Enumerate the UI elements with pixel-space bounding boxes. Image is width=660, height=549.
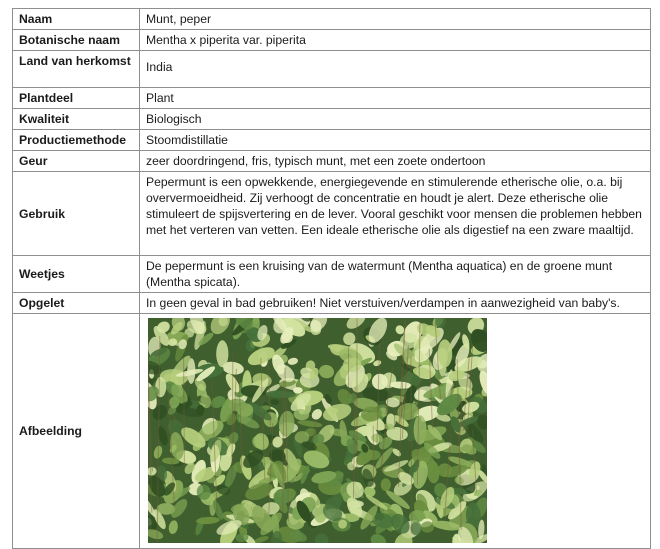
table-row (13, 9, 651, 30)
row-value: In geen geval in bad gebruiken! Niet verstuiven/verdampen in aanwezigheid van baby's. (140, 293, 651, 314)
row-label: Geur (13, 151, 140, 172)
product-info-table (12, 8, 651, 549)
row-label: Kwaliteit (13, 109, 140, 130)
row-label: Land van herkomst (13, 51, 140, 88)
row-value: Plant (140, 88, 651, 109)
row-value: Stoomdistillatie (140, 130, 651, 151)
table-row (13, 314, 651, 549)
row-label: Gebruik (13, 172, 140, 256)
table-row (13, 256, 651, 293)
row-value: De pepermunt is een kruising van de watermunt (Mentha aquatica) en de groene munt (Mentha spicata). (140, 256, 651, 293)
row-label: Afbeelding (13, 314, 140, 549)
row-label: Productiemethode (13, 130, 140, 151)
row-value: Biologisch (140, 109, 651, 130)
image-cell (140, 314, 651, 549)
row-label: Opgelet (13, 293, 140, 314)
row-label: Plantdeel (13, 88, 140, 109)
table-row (13, 51, 651, 88)
table-row (13, 172, 651, 256)
table-row (13, 88, 651, 109)
row-value: Pepermunt is een opwekkende, energiegevende en stimulerende etherische olie, o.a. bij oververmoeidheid. Zij verhoogt de concentratie en houdt je alert. Deze etherische olie stimuleert de spijsvertering en de lever. Vooral geschikt voor mensen die problemen hebben met het verteren van vetten. Een ideale etherische olie als digestief na een zware maaltijd. (140, 172, 651, 256)
row-value: zeer doordringend, fris, typisch munt, met een zoete ondertoon (140, 151, 651, 172)
row-value: Munt, peper (140, 9, 651, 30)
mint-plant-photo (148, 318, 487, 543)
table-row (13, 293, 651, 314)
row-label: Weetjes (13, 256, 140, 293)
row-value: India (140, 51, 651, 88)
row-label: Botanische naam (13, 30, 140, 51)
row-value: Mentha x piperita var. piperita (140, 30, 651, 51)
row-label: Naam (13, 9, 140, 30)
table-row (13, 109, 651, 130)
table-row (13, 151, 651, 172)
table-row (13, 30, 651, 51)
table-row (13, 130, 651, 151)
